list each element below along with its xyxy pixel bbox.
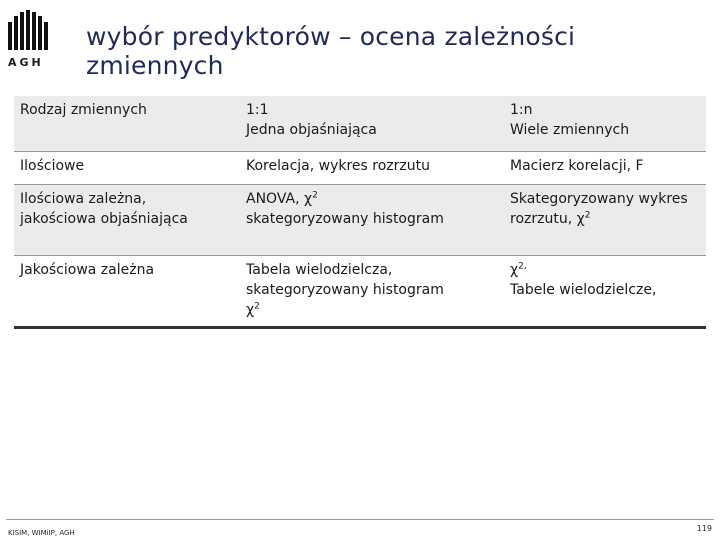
cell-text: Ilościowe (20, 158, 85, 174)
cell-text (510, 209, 698, 229)
cell-text (246, 189, 496, 209)
cell-one-to-many (504, 185, 706, 256)
agh-logo-text: AGH (8, 56, 44, 69)
cell-one-to-one (240, 256, 504, 328)
header-one-to-many-label: Wiele zmiennych (510, 122, 630, 138)
cell-text: Ilościowa zależna, (20, 191, 147, 207)
page-number: 119 (696, 524, 712, 533)
header-one-to-many-ratio: 1:n (510, 102, 533, 118)
cell-one-to-many (504, 152, 706, 185)
cell-text: Skategoryzowany wykres (510, 191, 688, 207)
cell-one-to-one (240, 185, 504, 256)
footer-divider (6, 519, 714, 520)
agh-logo-mark (8, 10, 48, 50)
cell-text: Macierz korelacji, F (510, 158, 644, 174)
cell-variable-type (14, 185, 240, 256)
predictor-table (14, 96, 706, 329)
cell-text-main: χ (510, 262, 519, 278)
superscript: 2 (312, 190, 318, 201)
cell-text-main: χ (246, 302, 255, 318)
superscript: 2 (254, 301, 260, 312)
table-row (14, 256, 706, 328)
cell-text: Tabele wielodzielcze, (510, 282, 657, 298)
table-row (14, 152, 706, 185)
header-variable-type (14, 96, 240, 152)
agh-logo (8, 10, 48, 70)
table-row (14, 185, 706, 256)
slide-title: wybór predyktorów – ocena zależności zmiennych (86, 22, 576, 80)
cell-text: Korelacja, wykres rozrzutu (246, 158, 430, 174)
cell-text-main: ANOVA, χ (246, 191, 313, 207)
header-one-to-many (504, 96, 706, 152)
cell-text (510, 260, 698, 280)
cell-text: jakościowa objaśniająca (20, 211, 188, 227)
header-one-to-one (240, 96, 504, 152)
cell-variable-type (14, 256, 240, 328)
header-one-to-one-ratio: 1:1 (246, 102, 269, 118)
cell-text (246, 300, 496, 320)
cell-text-main: rozrzutu, χ (510, 211, 585, 227)
cell-variable-type (14, 152, 240, 185)
header-one-to-one-label: Jedna objaśniająca (246, 122, 377, 138)
cell-one-to-many (504, 256, 706, 328)
cell-text: skategoryzowany histogram (246, 282, 444, 298)
table-header-row (14, 96, 706, 152)
superscript: 2, (518, 261, 527, 272)
superscript: 2 (584, 210, 591, 221)
cell-text: Jakościowa zależna (20, 262, 155, 278)
cell-text: Tabela wielodzielcza, (246, 262, 393, 278)
header-variable-type-label: Rodzaj zmiennych (20, 102, 147, 118)
cell-text: skategoryzowany histogram (246, 211, 444, 227)
footer-source: KISIM, WIMiIP, AGH (8, 529, 75, 537)
cell-one-to-one (240, 152, 504, 185)
